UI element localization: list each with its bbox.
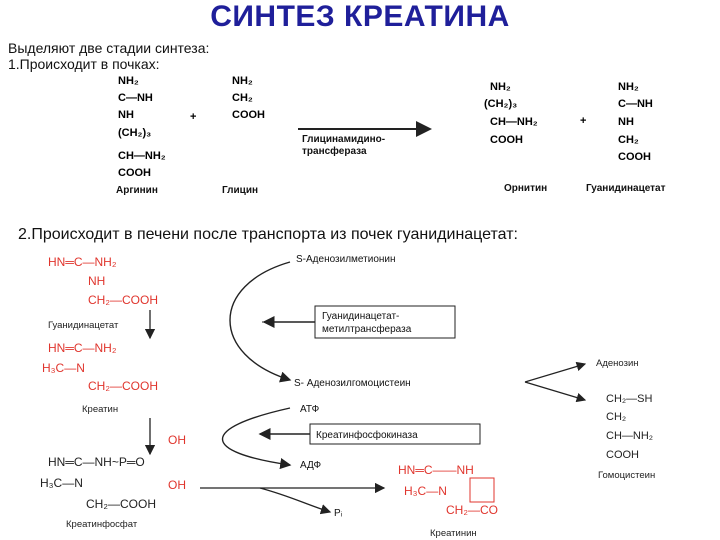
cp-line: HN═C—NH~P═O: [48, 455, 145, 469]
glycine-line: CH₂: [232, 92, 253, 104]
ornithine-structure: [484, 81, 547, 194]
stage2-guanidinoacetate: [48, 255, 158, 331]
enzyme1-label: Гуанидинацетат-: [322, 311, 400, 322]
cp-line: CH₂—COOH: [86, 497, 156, 511]
guanidinoacetate-structure: [586, 81, 666, 194]
hcy-line: COOH: [606, 449, 639, 461]
hcy-line: CH—NH₂: [606, 430, 654, 442]
stage2-creatine: [42, 341, 158, 415]
arginine-line: (CH₂)₃: [118, 127, 152, 139]
cp-line: H₃C—N: [40, 476, 83, 490]
stage2-heading: 2.Происходит в печени после транспорта из почек гуанидинацетат:: [18, 226, 518, 243]
arrow-to-homocysteine: [525, 382, 585, 400]
gaa2-line: CH₂—COOH: [88, 293, 158, 307]
glycine-structure: [222, 75, 265, 196]
gaa-line: CH₂: [618, 134, 639, 146]
arginine-line: C—NH: [118, 92, 153, 104]
hcy-line: CH₂—SH: [606, 393, 653, 405]
intro-text: Выделяют две стадии синтеза:: [8, 40, 210, 56]
enzyme-glycine-amidinotransferase: Глицинамидино-: [302, 134, 386, 145]
creatinine-ring: [470, 478, 494, 502]
gaa2-line: HN═C—NH₂: [48, 255, 117, 269]
adp-label: АДФ: [300, 460, 322, 471]
ornithine-line: NH₂: [490, 81, 511, 93]
enzyme1-label: метилтрансфераза: [322, 324, 412, 335]
gaa-line: COOH: [618, 151, 651, 163]
plus-sign: +: [190, 111, 197, 123]
guanidinoacetate-label: Гуанидинацетат: [586, 183, 666, 194]
arginine-structure: [116, 75, 166, 196]
stage1-heading: 1.Происходит в почках:: [8, 56, 160, 72]
pi-label: Pᵢ: [334, 508, 343, 519]
glycine-label: Глицин: [222, 185, 259, 196]
atp-label: АТФ: [300, 404, 320, 415]
cp-oh-bottom: OH: [168, 478, 186, 492]
sam-label: S-Аденозилметионин: [296, 254, 396, 265]
creatinine-line: H₃C—N: [404, 484, 447, 498]
creatinine-line: HN═C——NH: [398, 463, 474, 477]
homocysteine-structure: [598, 393, 655, 481]
creatine-label: Креатин: [82, 404, 119, 415]
creatinine-structure: [398, 463, 498, 539]
gaa-line: NH: [618, 116, 634, 128]
sah-label: S- Аденозилгомоцистеин: [294, 378, 411, 389]
glycine-line: COOH: [232, 109, 265, 121]
sam-to-sah-curve: [230, 262, 290, 380]
arrow-to-adenosine: [525, 364, 585, 382]
enzyme-glycine-amidinotransferase: трансфераза: [302, 146, 367, 157]
arginine-line: NH: [118, 109, 134, 121]
ornithine-line: CH—NH₂: [490, 116, 538, 128]
arginine-label: Аргинин: [116, 185, 158, 196]
creatine-line: HN═C—NH₂: [48, 341, 117, 355]
glycine-line: NH₂: [232, 75, 253, 87]
hcy-line: CH₂: [606, 411, 627, 423]
homocysteine-label: Гомоцистеин: [598, 470, 656, 481]
gaa2-label: Гуанидинацетат: [48, 320, 119, 331]
arginine-line: CH—NH₂: [118, 150, 166, 162]
ornithine-line: (CH₂)₃: [484, 98, 518, 110]
ornithine-label: Орнитин: [504, 183, 548, 194]
atp-to-adp-curve: [223, 408, 291, 465]
pi-arrow: [260, 488, 330, 512]
gaa-line: C—NH: [618, 98, 653, 110]
gaa2-line: NH: [88, 274, 106, 288]
page-title: СИНТЕЗ КРЕАТИНА: [210, 0, 510, 33]
plus-sign: +: [580, 115, 587, 127]
creatine-line: CH₂—COOH: [88, 379, 158, 393]
creatine-phosphate-structure: [40, 433, 186, 530]
enzyme2-label: Креатинфосфокиназа: [316, 430, 418, 441]
creatine-phosphate-label: Креатинфосфат: [66, 519, 138, 530]
adenosine-label: Аденозин: [596, 358, 639, 369]
ornithine-line: COOH: [490, 134, 523, 146]
creatinine-line: CH₂—CO: [446, 503, 498, 517]
creatinine-label: Креатинин: [430, 528, 477, 539]
arginine-line: COOH: [118, 167, 151, 179]
arginine-line: NH₂: [118, 75, 139, 87]
gaa-line: NH₂: [618, 81, 639, 93]
cp-oh-top: OH: [168, 433, 186, 447]
creatine-line: H₃C—N: [42, 361, 85, 375]
